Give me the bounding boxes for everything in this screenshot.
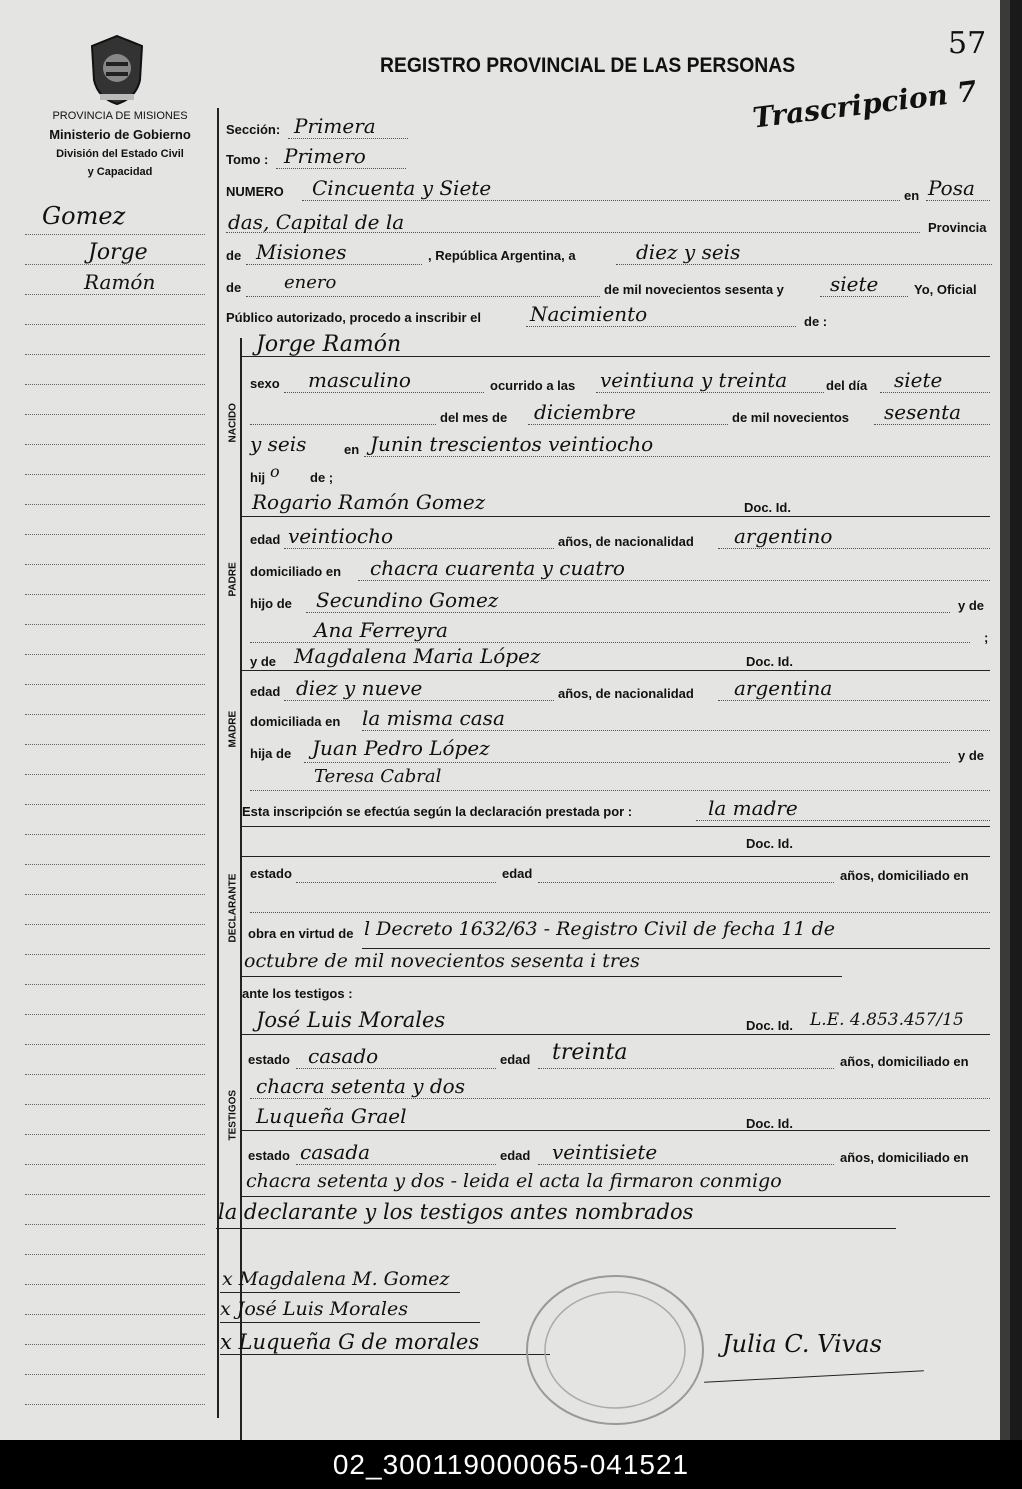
page-edge xyxy=(1000,0,1010,1440)
firma-declarante: x Magdalena M. Gomez xyxy=(222,1268,450,1290)
testigo-1-doc-label: Doc. Id. xyxy=(746,1018,793,1033)
madre-doc-label: Doc. Id. xyxy=(746,654,793,669)
section-padre: PADRE xyxy=(227,562,239,597)
margin-note: Trascripcion 7 xyxy=(750,74,979,135)
hijo-label: hij xyxy=(250,470,266,485)
ocurrido-label: ocurrido a las xyxy=(490,378,576,393)
anio-nac-value: sesenta xyxy=(884,400,962,424)
madre-hija-de-label: hija de xyxy=(250,746,292,761)
hijo-suffix: o xyxy=(270,462,280,481)
numero-value: Cincuenta y Siete xyxy=(312,176,492,200)
testigo-2-edad-value: veintisiete xyxy=(552,1140,658,1164)
sexo-label: sexo xyxy=(250,376,280,391)
padre-nac-value: argentino xyxy=(734,524,833,548)
republica-label: , República Argentina, a xyxy=(428,248,576,263)
declarante-edad-label: edad xyxy=(502,866,533,881)
padre-edad-label: edad xyxy=(250,532,281,547)
declaracion-label: Esta inscripción se efectúa según la declaración prestada por : xyxy=(242,804,633,819)
obra-label: obra en virtud de xyxy=(248,926,354,941)
del-dia-label: del día xyxy=(826,378,868,393)
city-value-2: das, Capital de la xyxy=(228,210,405,234)
madre-edad-value: diez y nueve xyxy=(296,676,423,700)
de-colon-label: de : xyxy=(804,314,828,329)
declarante-dom-label: años, domiciliado en xyxy=(840,868,969,883)
lugar-value: Junin trescientos veintiocho xyxy=(370,432,654,456)
section-madre: MADRE xyxy=(227,710,239,748)
section-declarante: DECLARANTE xyxy=(227,873,239,943)
padre-doc-label: Doc. Id. xyxy=(744,500,791,515)
sexo-value: masculino xyxy=(308,368,411,392)
agency-line-4: y Capacidad xyxy=(87,166,153,178)
decreto-line-1: l Decreto 1632/63 - Registro Civil de fecha 11 de xyxy=(364,918,835,940)
hora-value: veintiuna y treinta xyxy=(600,368,788,392)
anio-nac-value-2: y seis xyxy=(250,432,307,456)
en-label: en xyxy=(904,188,920,203)
provincia-label: Provincia xyxy=(928,220,987,235)
mes-value: diciembre xyxy=(534,400,636,424)
seccion-label: Sección: xyxy=(226,122,281,137)
official-stamp-icon xyxy=(520,1270,710,1430)
padre-nombre: Rogario Ramón Gomez xyxy=(252,490,486,514)
testigo-1-dom-label: años, domiciliado en xyxy=(840,1054,969,1069)
margin-given-1: Jorge xyxy=(88,240,148,265)
fecha-anio-value: siete xyxy=(830,272,879,296)
nacido-nombre: Jorge Ramón xyxy=(256,332,402,357)
mil-sesenta-label: de mil novecientos sesenta y xyxy=(604,282,784,297)
madre-y-de-label: y de xyxy=(250,654,277,669)
firma-testigo-1: x José Luis Morales xyxy=(220,1298,408,1320)
madre-nac-label: años, de nacionalidad xyxy=(558,686,694,701)
testigo-1-estado-value: casado xyxy=(308,1044,379,1068)
testigo-1-nombre: José Luis Morales xyxy=(256,1008,446,1032)
madre-nombre: Magdalena Maria López xyxy=(294,644,541,668)
padre-dom-value: chacra cuarenta y cuatro xyxy=(370,556,625,580)
madre-y-de-label-2: y de xyxy=(958,748,985,763)
abuelo-paterno: Secundino Gomez xyxy=(316,588,499,612)
testigo-2-estado-value: casada xyxy=(300,1140,371,1164)
declarante-estado-label: estado xyxy=(250,866,292,881)
testigo-2-dom-label: años, domiciliado en xyxy=(840,1150,969,1165)
acto-value: Nacimiento xyxy=(530,302,648,326)
madre-dom-value: la misma casa xyxy=(362,706,505,730)
testigo-2-edad-label: edad xyxy=(500,1148,531,1163)
section-testigos: TESTIGOS xyxy=(227,1089,239,1141)
tomo-value: Primero xyxy=(284,144,366,168)
abuela-paterna: Ana Ferreyra xyxy=(314,618,448,642)
section-nacido: NACIDO xyxy=(227,403,239,443)
testigo-2-estado-label: estado xyxy=(248,1148,290,1163)
fecha-mes-value: enero xyxy=(284,272,337,293)
agency-line-1: PROVINCIA DE MISIONES xyxy=(52,110,188,122)
fecha-dia-value: diez y seis xyxy=(636,240,741,264)
testigo-1-estado-label: estado xyxy=(248,1052,290,1067)
testigo-1-edad-label: edad xyxy=(500,1052,531,1067)
agency-line-2: Ministerio de Gobierno xyxy=(49,127,191,142)
en-lugar-label: en xyxy=(344,442,360,457)
del-mes-label: del mes de xyxy=(440,410,508,425)
city-value: Posa xyxy=(928,176,975,200)
padre-dom-label: domiciliado en xyxy=(250,564,342,579)
declarante-doc-label: Doc. Id. xyxy=(746,836,793,851)
abuela-materna: Teresa Cabral xyxy=(314,766,442,787)
madre-edad-label: edad xyxy=(250,684,281,699)
provincia-value: Misiones xyxy=(256,240,347,264)
de-label-2: de xyxy=(226,280,242,295)
testigo-2-dom-value: chacra setenta y dos - leida el acta la firmaron conmigo xyxy=(246,1170,782,1192)
firma-oficial: Julia C. Vivas xyxy=(722,1330,882,1358)
testigo-1-dom-value: chacra setenta y dos xyxy=(256,1074,465,1098)
de-label-1: de xyxy=(226,248,242,263)
cierre-text: la declarante y los testigos antes nombrados xyxy=(218,1200,694,1224)
margin-given-2: Ramón xyxy=(84,270,156,294)
madre-dom-label: domiciliada en xyxy=(250,714,341,729)
madre-nac-value: argentina xyxy=(734,676,833,700)
agency-line-3: División del Estado Civil xyxy=(56,148,184,160)
abuelo-materno: Juan Pedro López xyxy=(312,736,490,760)
testigo-1-doc-value: L.E. 4.853.457/15 xyxy=(810,1010,964,1030)
padre-hijo-de-label: hijo de xyxy=(250,596,292,611)
padre-nac-label: años, de nacionalidad xyxy=(558,534,694,549)
firma-testigo-2: x Luqueña G de morales xyxy=(220,1330,480,1354)
dia-value: siete xyxy=(894,368,943,392)
page-title: REGISTRO PROVINCIAL DE LAS PERSONAS xyxy=(380,54,796,77)
padre-y-de-label: y de xyxy=(958,598,985,613)
tomo-label: Tomo : xyxy=(226,152,269,167)
testigos-label: ante los testigos : xyxy=(242,986,353,1001)
decreto-line-2: octubre de mil novecientos sesenta i tres xyxy=(244,950,640,972)
semicolon: ; xyxy=(984,630,989,645)
seal-emblem-icon xyxy=(86,32,148,108)
yo-oficial-label: Yo, Oficial xyxy=(914,282,977,297)
numero-label: NUMERO xyxy=(226,184,284,199)
margin-surname: Gomez xyxy=(42,202,126,230)
publico-label: Público autorizado, procedo a inscribir el xyxy=(226,310,481,325)
testigo-1-edad-value: treinta xyxy=(552,1040,628,1065)
padre-edad-value: veintiocho xyxy=(288,524,394,548)
testigo-2-doc-label: Doc. Id. xyxy=(746,1116,793,1131)
image-id-footer: 02_300119000065-041521 xyxy=(0,1440,1022,1489)
declarante-value: la madre xyxy=(708,796,798,820)
seccion-value: Primera xyxy=(294,114,376,138)
hijo-de-label: de ; xyxy=(310,470,334,485)
mil-novecientos-label: de mil novecientos xyxy=(732,410,850,425)
testigo-2-nombre: Luqueña Grael xyxy=(256,1104,407,1128)
page-number: 57 xyxy=(948,26,987,61)
